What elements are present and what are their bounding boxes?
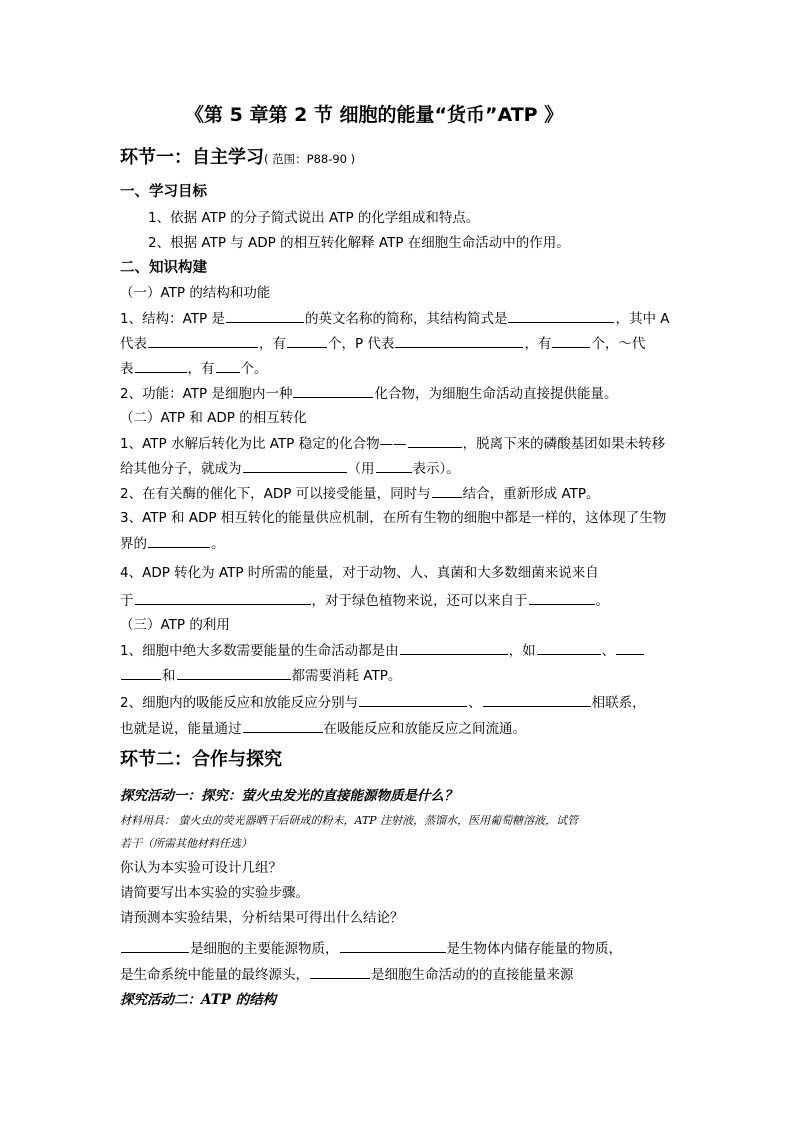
materials-line-2: 若干（所需其他材料任选） <box>120 837 252 850</box>
text: 、 <box>468 695 482 711</box>
text: ，脱离下来的磷酸基团如果未转移 <box>462 436 666 452</box>
blank-field[interactable] <box>226 308 304 323</box>
section-1-range: ( 范围：P88-90 ) <box>264 152 356 166</box>
blank-field[interactable] <box>529 590 595 605</box>
blank-field[interactable] <box>408 433 462 448</box>
text: 2、在有关酶的催化下，ADP 可以接受能量，同时与 <box>120 486 431 502</box>
text: （用 <box>347 461 375 477</box>
blank-field[interactable] <box>340 938 446 953</box>
goal-item: 1、依据 ATP 的分子简式说出 ATP 的化学组成和特点。 <box>148 210 480 226</box>
conversion-line-2 <box>120 458 460 479</box>
structure-line-1 <box>120 308 670 329</box>
blank-field[interactable] <box>552 333 590 348</box>
conversion-line-3 <box>120 483 600 504</box>
blank-field[interactable] <box>400 640 508 655</box>
blank-field[interactable] <box>310 964 370 979</box>
usage-line-1 <box>120 640 645 661</box>
text: 化合物，为细胞生命活动直接提供能量。 <box>374 386 618 402</box>
blank-field[interactable] <box>177 665 291 680</box>
text: 是细胞的主要能源物质， <box>190 941 339 957</box>
text: 结合，重新形成 ATP。 <box>462 486 600 502</box>
blank-field[interactable] <box>508 308 614 323</box>
blank-field[interactable] <box>135 358 187 373</box>
text: 、 <box>601 643 616 659</box>
text: 个。 <box>240 361 268 377</box>
text: 2、细胞内的吸能反应和放能反应分别与 <box>120 695 359 711</box>
text: 个，P 代表 <box>328 336 395 352</box>
question-3: 请预测本实验结果，分析结果可得出什么结论？ <box>120 910 404 926</box>
text: 是细胞生命活动的的直接能量来源 <box>371 967 574 983</box>
blank-field[interactable] <box>216 358 240 373</box>
blank-field[interactable] <box>359 692 467 707</box>
question-2: 请简要写出本实验的实验步骤。 <box>120 885 309 901</box>
section-1-heading <box>120 148 355 169</box>
text: 是生物体内储存能量的物质， <box>446 941 622 957</box>
blank-field[interactable] <box>537 640 601 655</box>
text: 的英文名称的简称，其结构简式是 <box>304 311 508 327</box>
text: ，有 <box>259 336 286 352</box>
text: 都需要消耗 ATP。 <box>291 668 402 684</box>
text: ，有 <box>187 361 215 377</box>
text: 个，～代 <box>591 336 646 352</box>
blank-field[interactable] <box>395 333 523 348</box>
text: 1、ATP 水解后转化为比 ATP 稳定的化合物—— <box>120 436 407 452</box>
text: 在吸能反应和放能反应之间流通。 <box>323 721 526 737</box>
blank-field[interactable] <box>287 333 327 348</box>
conversion-line-6: 4、ADP 转化为 ATP 时所需的能量，对于动物、人、真菌和大多数细菌来说来自 <box>120 565 599 581</box>
blank-field[interactable] <box>432 483 462 498</box>
function-line <box>120 383 617 404</box>
conclusion-line-1 <box>120 938 622 959</box>
blank-field[interactable] <box>376 458 412 473</box>
section-1-label: 环节一：自主学习 <box>120 147 264 168</box>
blank-field[interactable] <box>243 718 323 733</box>
blank-field[interactable] <box>483 692 591 707</box>
blank-field[interactable] <box>148 333 258 348</box>
text: 界的 <box>120 536 147 552</box>
text: 表 <box>120 361 134 377</box>
blank-field[interactable] <box>243 458 347 473</box>
subsection-3: （三）ATP 的利用 <box>120 617 230 633</box>
section-2-heading: 环节二：合作与探究 <box>120 749 282 770</box>
text: 和 <box>162 668 176 684</box>
usage-line-3 <box>120 692 646 713</box>
text: 1、结构：ATP 是 <box>120 311 225 327</box>
blank-field[interactable] <box>135 590 311 605</box>
subsection-1: （一）ATP 的结构和功能 <box>120 285 271 301</box>
usage-line-2 <box>120 665 401 686</box>
subsection-2: （二）ATP 和 ADP 的相互转化 <box>120 410 307 426</box>
text: 给其他分子，就成为 <box>120 461 242 477</box>
goals-heading: 一、学习目标 <box>120 184 207 200</box>
conversion-line-4: 3、ATP 和 ADP 相互转化的能量供应机制，在所有生物的细胞中都是一样的，这体现了生物 <box>120 510 667 526</box>
knowledge-heading: 二、知识构建 <box>120 260 207 276</box>
activity-2-heading: 探究活动二：ATP 的结构 <box>120 992 277 1008</box>
text: 1、细胞中绝大多数需要能量的生命活动都是由 <box>120 643 399 659</box>
goal-item: 2、根据 ATP 与 ADP 的相互转化解释 ATP 在细胞生命活动中的作用。 <box>148 235 570 251</box>
text: 代表 <box>120 336 147 352</box>
text: 于 <box>120 593 134 609</box>
text: 也就是说，能量通过 <box>120 721 242 737</box>
text: ，对于绿色植物来说，还可以来自于 <box>311 593 528 609</box>
text: ，如 <box>508 643 536 659</box>
conversion-line-7 <box>120 590 609 611</box>
text: ，其中 A <box>615 311 670 327</box>
usage-line-4 <box>120 718 526 739</box>
text: ，有 <box>524 336 552 352</box>
blank-field[interactable] <box>293 383 373 398</box>
activity-1-heading: 探究活动一：探究：萤火虫发光的直接能源物质是什么？ <box>120 788 458 804</box>
blank-field[interactable] <box>121 938 189 953</box>
text: 。 <box>595 593 609 609</box>
question-1: 你认为本实验可设计几组？ <box>120 860 282 876</box>
conversion-line-5 <box>120 533 225 554</box>
text: 表示）。 <box>412 461 460 477</box>
page-title: 《第 5 章第 2 节 细胞的能量“货币”ATP 》 <box>185 104 564 126</box>
text: 。 <box>211 536 225 552</box>
materials-line-1: 材料用具： 萤火虫的荧光器晒干后研成的粉末，ATP 注射液，蒸馏水，医用葡萄糖溶液，试管 <box>120 814 579 827</box>
blank-field[interactable] <box>121 665 161 680</box>
blank-field[interactable] <box>148 533 210 548</box>
structure-line-3 <box>120 358 268 379</box>
text: 2、功能：ATP 是细胞内一种 <box>120 386 293 402</box>
text: 相联系， <box>591 695 646 711</box>
text: 是生命系统中能量的最终源头， <box>120 967 309 983</box>
conversion-line-1 <box>120 433 665 454</box>
structure-line-2 <box>120 333 645 354</box>
conclusion-line-2 <box>120 964 574 985</box>
blank-field[interactable] <box>616 640 644 655</box>
